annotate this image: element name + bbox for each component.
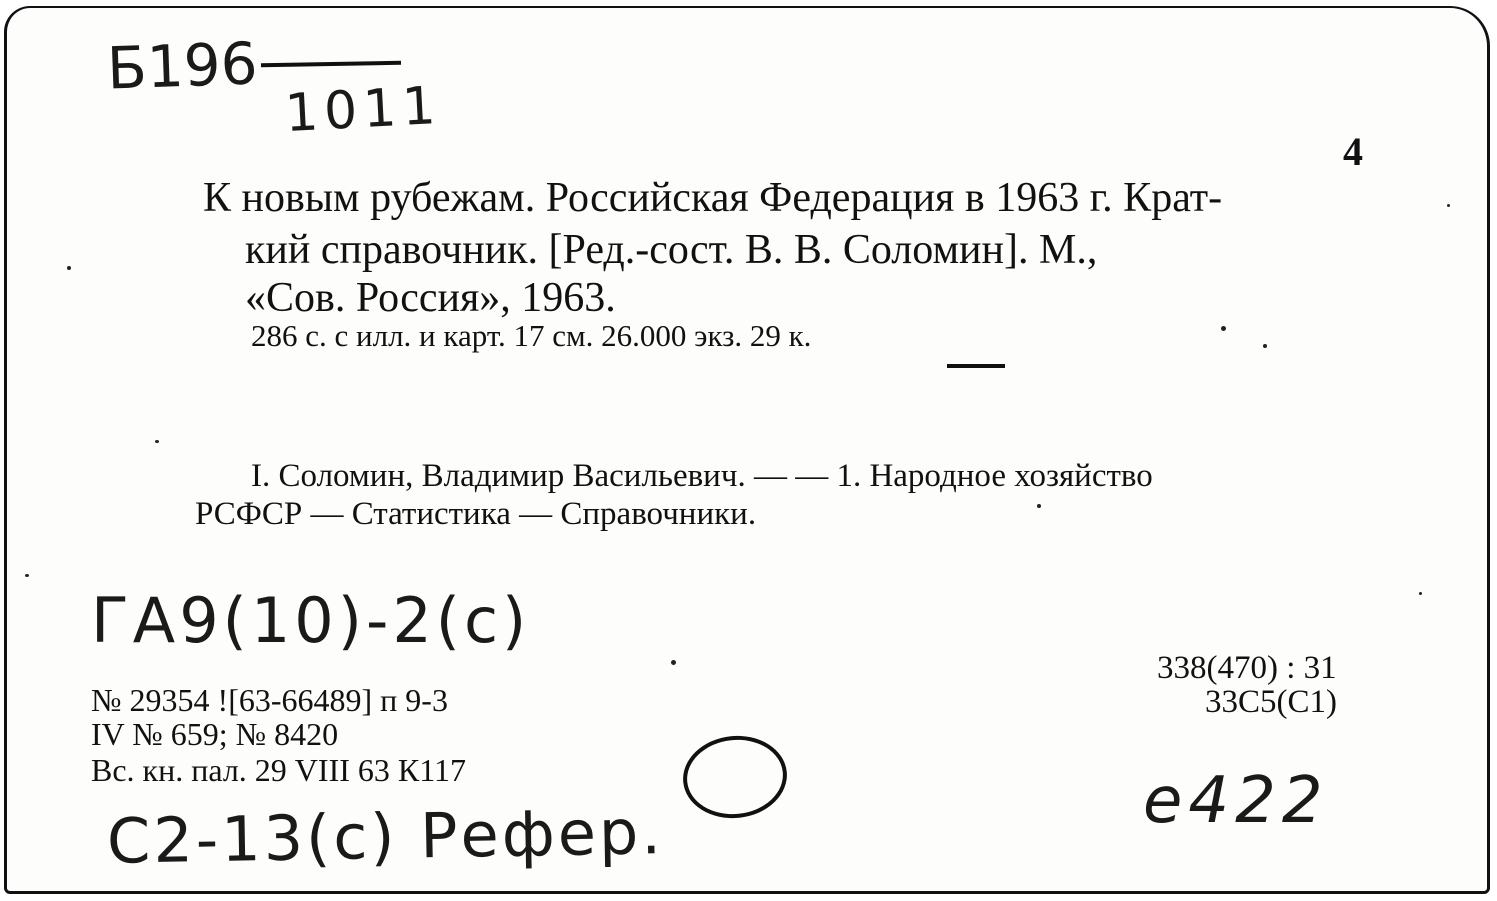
title-line-2: кий справочник. [Ред.-сост. В. В. Соломин]. М., bbox=[245, 227, 1098, 273]
title-line-3: «Сов. Россия», 1963. bbox=[245, 275, 616, 321]
ink-speck bbox=[1037, 504, 1041, 508]
shelfmark-code: Б196 bbox=[105, 29, 259, 103]
physical-description: 286 с. с илл. и карт. 17 см. 26.000 экз. 29 к. bbox=[251, 318, 812, 353]
ink-speck bbox=[1419, 592, 1422, 595]
ink-speck bbox=[671, 660, 676, 665]
udc-index: 338(470) : 31 bbox=[1157, 650, 1337, 686]
shelfmark-number: 1011 bbox=[283, 75, 443, 145]
publication-info-line-2: IV № 659; № 8420 bbox=[91, 716, 339, 752]
oval-stamp bbox=[679, 731, 791, 823]
catalog-card bbox=[4, 6, 1490, 894]
bbk-index: 33С5(С1) bbox=[1205, 684, 1337, 720]
ink-speck bbox=[1447, 204, 1450, 207]
card-number: 4 bbox=[1343, 129, 1363, 174]
title-line-1: К новым рубежам. Российская Федерация в 1963 г. Крат- bbox=[203, 175, 1223, 221]
shelfmark-divider bbox=[261, 61, 401, 67]
publication-info-line-3: Вс. кн. пал. 29 VIII 63 К117 bbox=[91, 752, 467, 788]
subject-line-2: РСФСР — Статистика — Справочники. bbox=[195, 496, 757, 532]
handwritten-classification: ГА9(10)-2(с) bbox=[91, 584, 531, 657]
ink-speck bbox=[67, 266, 71, 270]
handwritten-inventory-number: е422 bbox=[1143, 764, 1329, 838]
pencil-underline bbox=[947, 364, 1005, 368]
handwritten-reference-note: С2-13(с) Рефер. bbox=[106, 795, 665, 878]
ink-speck bbox=[1221, 326, 1226, 331]
ink-speck bbox=[25, 574, 29, 577]
ink-speck bbox=[155, 440, 159, 443]
ink-speck bbox=[1263, 344, 1267, 348]
publication-info-line-1: № 29354 ![63-66489] п 9-3 bbox=[91, 682, 448, 718]
subject-line-1: I. Соломин, Владимир Васильевич. — — 1. Народное хозяйство bbox=[251, 458, 1153, 494]
